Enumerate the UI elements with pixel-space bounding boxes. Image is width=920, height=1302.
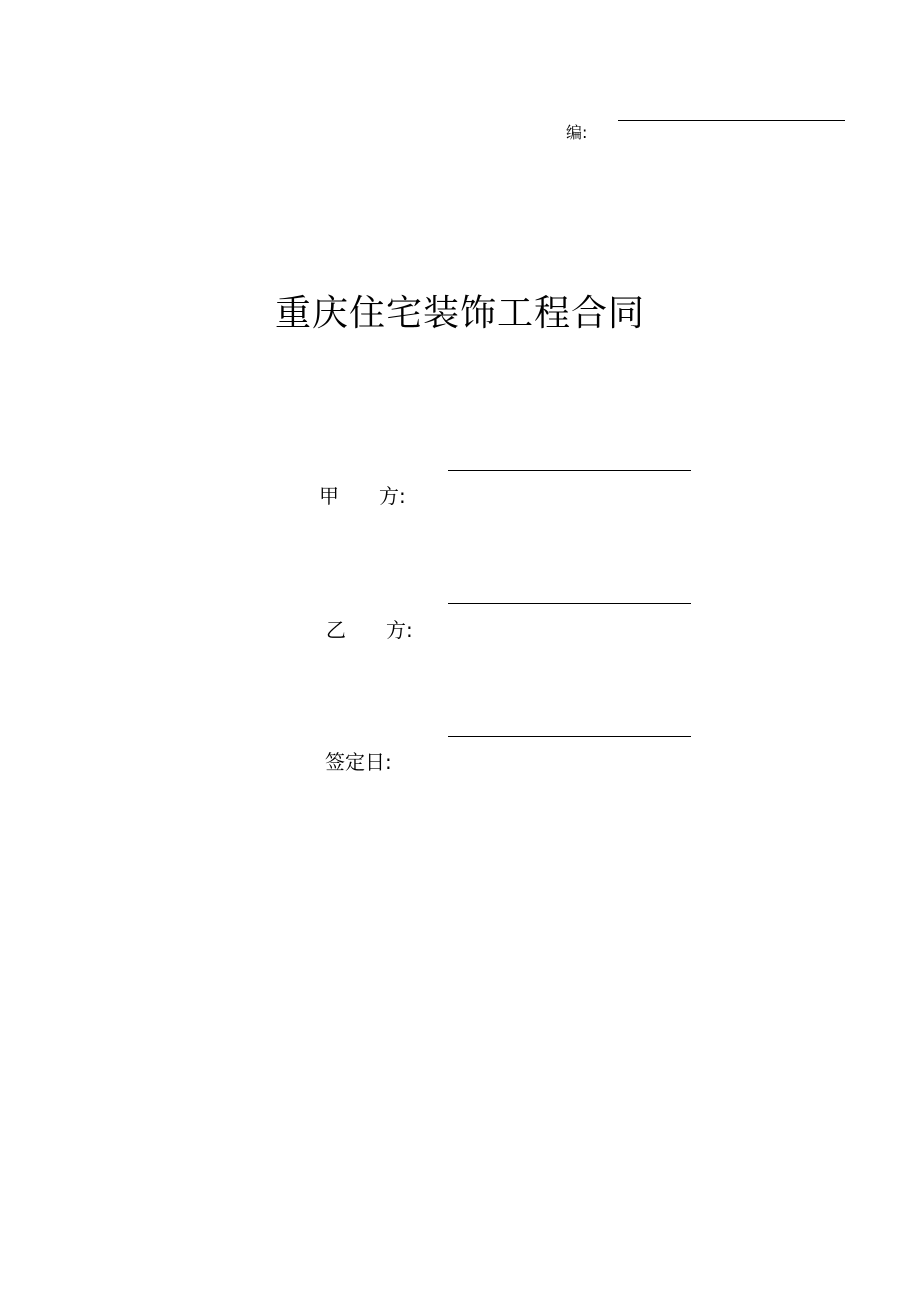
party-a-blank-line (448, 470, 691, 471)
contract-number-label: 编: (566, 123, 588, 142)
party-b-label: 乙 方: (326, 618, 413, 642)
document-title: 重庆住宅装饰工程合同 (274, 293, 645, 334)
sign-date-blank-line (448, 736, 691, 737)
sign-date-label: 签定日: (325, 750, 392, 774)
contract-number-blank-line (618, 120, 845, 121)
party-b-blank-line (448, 603, 691, 604)
party-a-label: 甲 方: (319, 484, 406, 508)
